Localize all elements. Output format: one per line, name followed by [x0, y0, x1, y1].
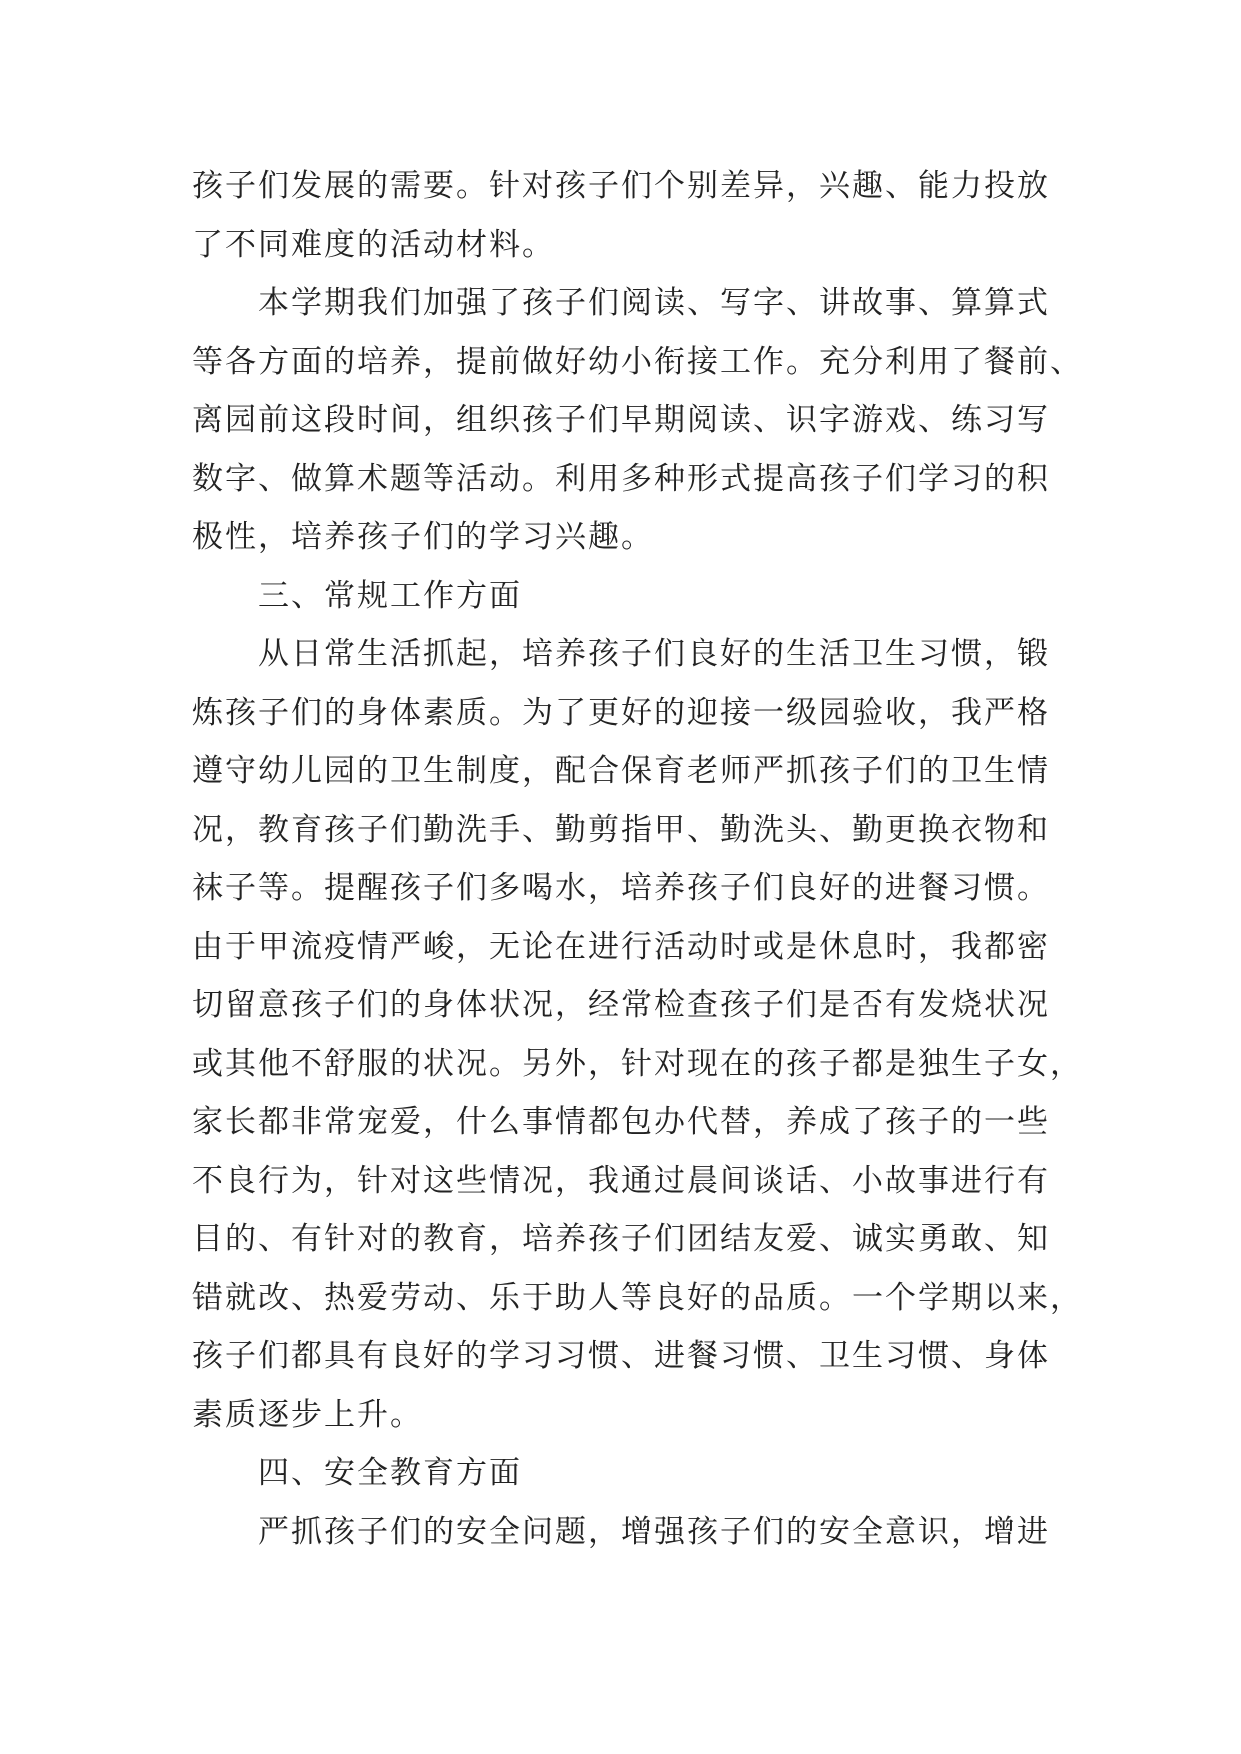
paragraph-start-line: 从日常生活抓起，培养孩子们良好的生活卫生习惯，锻	[258, 636, 1050, 672]
text-line: 极性，培养孩子们的学习兴趣。	[192, 519, 654, 555]
text-line: 孩子们发展的需要。针对孩子们个别差异，兴趣、能力投放	[192, 168, 1050, 204]
text-line: 素质逐步上升。	[192, 1396, 423, 1433]
section-heading: 三、常规工作方面	[258, 577, 522, 614]
text-line: 孩子们都具有良好的学习习惯、进餐习惯、卫生习惯、身体	[192, 1338, 1050, 1374]
text-line: 遵守幼儿园的卫生制度，配合保育老师严抓孩子们的卫生情	[192, 753, 1050, 789]
text-line: 炼孩子们的身体素质。为了更好的迎接一级园验收，我严格	[192, 694, 1050, 731]
text-line: 等各方面的培养，提前做好幼小衔接工作。充分利用了餐前、	[192, 343, 1083, 380]
text-line: 了不同难度的活动材料。	[192, 226, 555, 263]
text-line: 数字、做算术题等活动。利用多种形式提高孩子们学习的积	[192, 460, 1050, 497]
text-line: 况，教育孩子们勤洗手、勤剪指甲、勤洗头、勤更换衣物和	[192, 811, 1050, 848]
text-line: 或其他不舒服的状况。另外，针对现在的孩子都是独生子女，	[192, 1045, 1083, 1082]
text-line: 切留意孩子们的身体状况，经常检查孩子们是否有发烧状况	[192, 987, 1050, 1023]
text-line: 家长都非常宠爱，什么事情都包办代替，养成了孩子的一些	[192, 1104, 1050, 1140]
text-line: 目的、有针对的教育，培养孩子们团结友爱、诚实勇敢、知	[192, 1221, 1050, 1257]
text-line: 袜子等。提醒孩子们多喝水，培养孩子们良好的进餐习惯。	[192, 870, 1050, 906]
text-line: 由于甲流疫情严峻，无论在进行活动时或是休息时，我都密	[192, 928, 1050, 965]
section-heading: 四、安全教育方面	[258, 1455, 522, 1491]
paragraph-start-line: 本学期我们加强了孩子们阅读、写字、讲故事、算算式	[258, 285, 1050, 321]
body-text	[192, 157, 1083, 1561]
text-line: 不良行为，针对这些情况，我通过晨间谈话、小故事进行有	[192, 1162, 1050, 1199]
text-line: 离园前这段时间，组织孩子们早期阅读、识字游戏、练习写	[192, 402, 1050, 438]
text-line: 错就改、热爱劳动、乐于助人等良好的品质。一个学期以来，	[192, 1279, 1083, 1316]
paragraph-start-line: 严抓孩子们的安全问题，增强孩子们的安全意识，增进	[258, 1513, 1050, 1550]
